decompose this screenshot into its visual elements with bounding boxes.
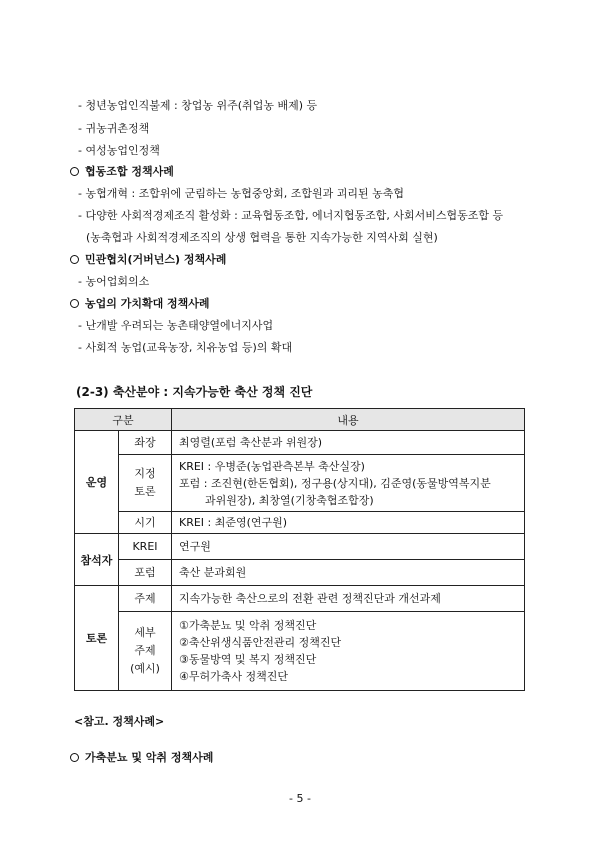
heading-text: 가축분뇨 및 악취 정책사례 bbox=[85, 751, 214, 764]
heading-text: 농업의 가치확대 정책사례 bbox=[85, 297, 210, 310]
row-label bbox=[119, 455, 172, 512]
group-label-operation: 운영 bbox=[75, 431, 119, 534]
page-number: - 5 - bbox=[289, 792, 311, 805]
table-row bbox=[75, 534, 525, 560]
cell-line: ①가축분뇨 및 악취 정책진단 bbox=[179, 619, 317, 632]
cell-value bbox=[172, 612, 525, 691]
cell-line: ②축산위생식품안전관리 정책진단 bbox=[179, 636, 342, 649]
text-line: - 귀농귀촌정책 bbox=[78, 122, 150, 135]
row-label bbox=[119, 612, 172, 691]
text-line: - 난개발 우려되는 농촌태양열에너지사업 bbox=[78, 319, 274, 332]
cell-value: 최영렬(포럼 축산분과 위원장) bbox=[172, 431, 525, 455]
group-label-attendees: 참석자 bbox=[75, 534, 119, 586]
text-line: - 여성농업인정책 bbox=[78, 144, 160, 157]
text-line: - 농어업회의소 bbox=[78, 275, 150, 288]
row-label-line: 토론 bbox=[134, 485, 156, 498]
circle-bullet-icon bbox=[70, 299, 79, 308]
row-label-line: 주제 bbox=[134, 644, 156, 657]
row-label: KREI bbox=[119, 534, 172, 560]
row-label: 포럼 bbox=[119, 560, 172, 586]
cell-line: 포럼 : 조진현(한돈협회), 정구용(상지대), 김준영(동물방역복지분 bbox=[179, 476, 491, 490]
header-content: 내용 bbox=[172, 409, 525, 431]
row-label: 좌장 bbox=[119, 431, 172, 455]
circle-bullet-icon bbox=[70, 167, 79, 176]
cell-value: KREI : 최준영(연구원) bbox=[172, 512, 525, 534]
section-title: (2-3) 축산분야 : 지속가능한 축산 정책 진단 bbox=[76, 385, 313, 399]
row-label: 주제 bbox=[119, 586, 172, 612]
section-heading bbox=[70, 253, 226, 267]
diagnosis-table bbox=[74, 408, 525, 691]
row-label-line: (예시) bbox=[130, 662, 160, 675]
heading-text: 협동조합 정책사례 bbox=[85, 165, 174, 178]
cell-value: 연구원 bbox=[172, 534, 525, 560]
row-label-line: 세부 bbox=[134, 626, 156, 639]
circle-bullet-icon bbox=[70, 255, 79, 264]
table-row bbox=[75, 612, 525, 691]
cell-value: 지속가능한 축산으로의 전환 관련 정책진단과 개선과제 bbox=[172, 586, 525, 612]
text-line: - 농협개혁 : 조합위에 군림하는 농협중앙회, 조합원과 괴리된 농축협 bbox=[78, 187, 405, 200]
group-label-discussion: 토론 bbox=[75, 586, 119, 691]
table-row bbox=[75, 431, 525, 455]
text-line: (농축협과 사회적경제조직의 상생 협력을 통한 지속가능한 지역사회 실현) bbox=[86, 231, 438, 244]
table-row bbox=[75, 455, 525, 512]
section-heading bbox=[70, 297, 210, 311]
cell-value bbox=[172, 455, 525, 512]
cell-line: ③동물방역 및 복지 정책진단 bbox=[179, 653, 317, 666]
cell-line: KREI : 우병준(농업관측본부 축산실장) bbox=[179, 459, 365, 473]
section-heading bbox=[70, 165, 174, 179]
row-label: 시기 bbox=[119, 512, 172, 534]
circle-bullet-icon bbox=[70, 753, 79, 762]
cell-line: ④무허가축사 정책진단 bbox=[179, 670, 288, 683]
table-row bbox=[75, 512, 525, 534]
table-row bbox=[75, 586, 525, 612]
text-line: - 다양한 사회적경제조직 활성화 : 교육협동조합, 에너지협동조합, 사회서비스협동조합 등 bbox=[78, 209, 504, 222]
header-category: 구분 bbox=[75, 409, 172, 431]
cell-line: 과위원장), 최창열(기창축협조합장) bbox=[205, 493, 374, 507]
section-heading bbox=[70, 751, 213, 765]
reference-title: <참고. 정책사례> bbox=[74, 715, 165, 728]
table-row bbox=[75, 560, 525, 586]
text-line: - 사회적 농업(교육농장, 치유농업 등)의 확대 bbox=[78, 341, 293, 354]
row-label-line: 지정 bbox=[134, 467, 156, 480]
text-line: - 청년농업인직불제 : 창업농 위주(취업농 배제) 등 bbox=[78, 99, 318, 112]
table-header-row bbox=[75, 409, 525, 431]
heading-text: 민관협치(거버넌스) 정책사례 bbox=[85, 253, 227, 266]
cell-value: 축산 분과회원 bbox=[172, 560, 525, 586]
